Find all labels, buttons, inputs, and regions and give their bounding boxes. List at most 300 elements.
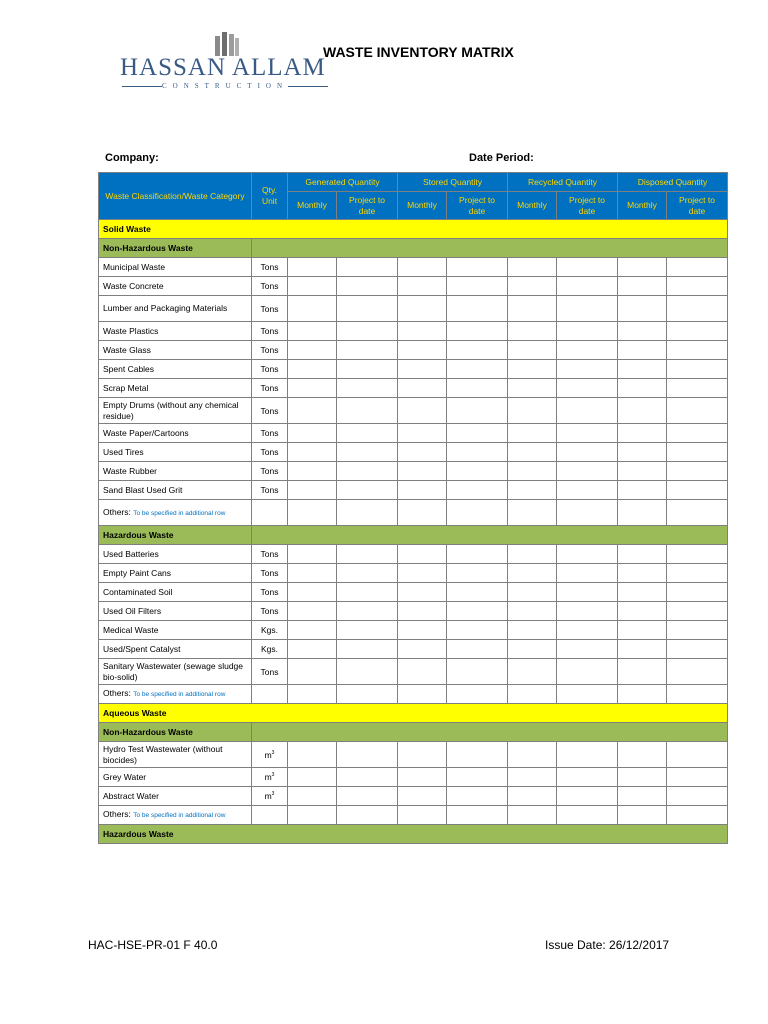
quantity-unit: Tons — [252, 296, 288, 322]
project-to-date-cell[interactable] — [557, 806, 618, 825]
project-to-date-cell[interactable] — [447, 462, 508, 481]
monthly-cell[interactable] — [288, 322, 337, 341]
table-row — [99, 360, 728, 379]
project-to-date-cell[interactable] — [337, 424, 398, 443]
project-to-date-cell[interactable] — [337, 685, 398, 704]
project-to-date-cell[interactable] — [337, 296, 398, 322]
header-project-to-date: Project to date — [447, 192, 508, 220]
monthly-cell[interactable] — [618, 659, 667, 685]
document-title: WASTE INVENTORY MATRIX — [323, 44, 514, 60]
table-row — [99, 481, 728, 500]
project-to-date-cell[interactable] — [667, 481, 728, 500]
monthly-cell[interactable] — [618, 500, 667, 526]
project-to-date-cell[interactable] — [667, 398, 728, 424]
quantity-unit: Tons — [252, 379, 288, 398]
monthly-cell[interactable] — [508, 742, 557, 768]
quantity-unit: Tons — [252, 398, 288, 424]
monthly-cell[interactable] — [398, 500, 447, 526]
header-monthly: Monthly — [508, 192, 557, 220]
project-to-date-cell[interactable] — [447, 545, 508, 564]
quantity-unit: Tons — [252, 258, 288, 277]
project-to-date-cell[interactable] — [557, 602, 618, 621]
monthly-cell[interactable] — [398, 640, 447, 659]
monthly-cell[interactable] — [288, 481, 337, 500]
monthly-cell[interactable] — [398, 322, 447, 341]
monthly-cell[interactable] — [398, 545, 447, 564]
project-to-date-cell[interactable] — [557, 360, 618, 379]
quantity-unit: $m^3$ — [252, 768, 288, 787]
project-to-date-cell[interactable] — [557, 583, 618, 602]
others-row-label — [99, 806, 252, 825]
project-to-date-cell[interactable] — [447, 277, 508, 296]
monthly-cell[interactable] — [398, 277, 447, 296]
monthly-cell[interactable] — [618, 545, 667, 564]
project-to-date-cell[interactable] — [447, 787, 508, 806]
table-row — [99, 583, 728, 602]
logo-name: HASSAN ALLAM — [120, 54, 326, 81]
monthly-cell[interactable] — [618, 640, 667, 659]
waste-category: Empty Drums (without any chemical residue) — [99, 398, 252, 424]
monthly-cell[interactable] — [398, 379, 447, 398]
project-to-date-cell[interactable] — [337, 481, 398, 500]
monthly-cell[interactable] — [618, 296, 667, 322]
monthly-cell[interactable] — [618, 277, 667, 296]
monthly-cell[interactable] — [508, 443, 557, 462]
others-note: To be specified in additional row — [133, 691, 226, 698]
monthly-cell[interactable] — [618, 481, 667, 500]
project-to-date-cell[interactable] — [447, 443, 508, 462]
project-to-date-cell[interactable] — [337, 277, 398, 296]
project-to-date-cell[interactable] — [447, 564, 508, 583]
project-to-date-cell[interactable] — [447, 640, 508, 659]
project-to-date-cell[interactable] — [447, 685, 508, 704]
monthly-cell[interactable] — [618, 564, 667, 583]
header-monthly: Monthly — [618, 192, 667, 220]
quantity-unit: Tons — [252, 481, 288, 500]
monthly-cell[interactable] — [508, 640, 557, 659]
monthly-cell[interactable] — [618, 742, 667, 768]
table-row — [99, 602, 728, 621]
table-row — [99, 787, 728, 806]
project-to-date-cell[interactable] — [447, 258, 508, 277]
logo-subtitle: CONSTRUCTION — [161, 82, 289, 90]
table-row — [99, 258, 728, 277]
header-unit: Qty. Unit — [252, 173, 288, 220]
project-to-date-cell[interactable] — [447, 322, 508, 341]
project-to-date-cell[interactable] — [557, 640, 618, 659]
header-classification: Waste Classification/Waste Category — [99, 173, 252, 220]
others-note: To be specified in additional row — [133, 509, 226, 517]
table-row — [99, 704, 728, 723]
subsection-heading: Non-Hazardous Waste — [99, 239, 252, 258]
quantity-unit — [252, 685, 288, 704]
waste-category: Sanitary Wastewater (sewage sludge bio-solid) — [99, 659, 252, 685]
table-row — [99, 379, 728, 398]
monthly-cell[interactable] — [398, 583, 447, 602]
project-to-date-cell[interactable] — [667, 462, 728, 481]
monthly-cell[interactable] — [398, 360, 447, 379]
monthly-cell[interactable] — [508, 379, 557, 398]
project-to-date-cell[interactable] — [557, 545, 618, 564]
monthly-cell[interactable] — [398, 621, 447, 640]
monthly-cell[interactable] — [618, 424, 667, 443]
waste-category: Used Oil Filters — [99, 602, 252, 621]
table-row — [99, 768, 728, 787]
monthly-cell[interactable] — [288, 742, 337, 768]
project-to-date-cell[interactable] — [667, 583, 728, 602]
project-to-date-cell[interactable] — [557, 564, 618, 583]
subsection-heading: Hazardous Waste — [99, 526, 252, 545]
table-row — [99, 341, 728, 360]
monthly-cell[interactable] — [288, 398, 337, 424]
quantity-unit: Tons — [252, 443, 288, 462]
project-to-date-cell[interactable] — [337, 462, 398, 481]
monthly-cell[interactable] — [508, 360, 557, 379]
monthly-cell[interactable] — [288, 545, 337, 564]
waste-category: Hydro Test Wastewater (without biocides) — [99, 742, 252, 768]
project-to-date-cell[interactable] — [337, 806, 398, 825]
monthly-cell[interactable] — [398, 296, 447, 322]
monthly-cell[interactable] — [398, 564, 447, 583]
monthly-cell[interactable] — [508, 481, 557, 500]
monthly-cell[interactable] — [398, 602, 447, 621]
waste-category: Used Tires — [99, 443, 252, 462]
monthly-cell[interactable] — [398, 398, 447, 424]
monthly-cell[interactable] — [398, 685, 447, 704]
monthly-cell[interactable] — [508, 545, 557, 564]
project-to-date-cell[interactable] — [337, 379, 398, 398]
monthly-cell[interactable] — [508, 602, 557, 621]
project-to-date-cell[interactable] — [667, 564, 728, 583]
monthly-cell[interactable] — [398, 659, 447, 685]
waste-category: Waste Rubber — [99, 462, 252, 481]
project-to-date-cell[interactable] — [337, 583, 398, 602]
table-row — [99, 462, 728, 481]
header-stored: Stored Quantity — [398, 173, 508, 192]
table-row — [99, 526, 728, 545]
project-to-date-cell[interactable] — [557, 481, 618, 500]
waste-category: Municipal Waste — [99, 258, 252, 277]
monthly-cell[interactable] — [618, 602, 667, 621]
monthly-cell[interactable] — [618, 462, 667, 481]
project-to-date-cell[interactable] — [667, 341, 728, 360]
monthly-cell[interactable] — [288, 500, 337, 526]
monthly-cell[interactable] — [398, 341, 447, 360]
monthly-cell[interactable] — [618, 806, 667, 825]
project-to-date-cell[interactable] — [447, 296, 508, 322]
table-row — [99, 640, 728, 659]
table-row — [99, 723, 728, 742]
subsection-fill — [252, 239, 728, 258]
project-to-date-cell[interactable] — [557, 787, 618, 806]
monthly-cell[interactable] — [508, 806, 557, 825]
project-to-date-cell[interactable] — [337, 500, 398, 526]
project-to-date-cell[interactable] — [557, 685, 618, 704]
project-to-date-cell[interactable] — [667, 806, 728, 825]
project-to-date-cell[interactable] — [667, 602, 728, 621]
waste-category: Waste Glass — [99, 341, 252, 360]
waste-category: Empty Paint Cans — [99, 564, 252, 583]
waste-inventory-table — [98, 172, 728, 844]
monthly-cell[interactable] — [618, 379, 667, 398]
monthly-cell[interactable] — [398, 424, 447, 443]
quantity-unit: Tons — [252, 424, 288, 443]
monthly-cell[interactable] — [508, 685, 557, 704]
monthly-cell[interactable] — [508, 621, 557, 640]
monthly-cell[interactable] — [618, 341, 667, 360]
monthly-cell[interactable] — [508, 768, 557, 787]
project-to-date-cell[interactable] — [667, 685, 728, 704]
monthly-cell[interactable] — [618, 685, 667, 704]
project-to-date-cell[interactable] — [337, 621, 398, 640]
waste-category: Used Batteries — [99, 545, 252, 564]
project-to-date-cell[interactable] — [667, 640, 728, 659]
quantity-unit: Tons — [252, 583, 288, 602]
header-monthly: Monthly — [398, 192, 447, 220]
quantity-unit: $m^3$ — [252, 742, 288, 768]
project-to-date-cell[interactable] — [667, 500, 728, 526]
project-to-date-cell[interactable] — [447, 424, 508, 443]
project-to-date-cell[interactable] — [447, 602, 508, 621]
project-to-date-cell[interactable] — [337, 640, 398, 659]
project-to-date-cell[interactable] — [557, 500, 618, 526]
monthly-cell[interactable] — [288, 462, 337, 481]
project-to-date-cell[interactable] — [557, 322, 618, 341]
project-to-date-cell[interactable] — [557, 296, 618, 322]
project-to-date-cell[interactable] — [447, 621, 508, 640]
project-to-date-cell[interactable] — [667, 659, 728, 685]
monthly-cell[interactable] — [618, 398, 667, 424]
project-to-date-cell[interactable] — [667, 277, 728, 296]
monthly-cell[interactable] — [398, 806, 447, 825]
monthly-cell[interactable] — [508, 583, 557, 602]
monthly-cell[interactable] — [288, 443, 337, 462]
project-to-date-cell[interactable] — [557, 258, 618, 277]
project-to-date-cell[interactable] — [667, 787, 728, 806]
monthly-cell[interactable] — [618, 787, 667, 806]
project-to-date-cell[interactable] — [557, 379, 618, 398]
project-to-date-cell[interactable] — [337, 742, 398, 768]
project-to-date-cell[interactable] — [667, 360, 728, 379]
monthly-cell[interactable] — [288, 787, 337, 806]
project-to-date-cell[interactable] — [667, 545, 728, 564]
project-to-date-cell[interactable] — [337, 360, 398, 379]
monthly-cell[interactable] — [288, 341, 337, 360]
project-to-date-cell[interactable] — [557, 659, 618, 685]
monthly-cell[interactable] — [288, 659, 337, 685]
header-recycled: Recycled Quantity — [508, 173, 618, 192]
project-to-date-cell[interactable] — [337, 398, 398, 424]
monthly-cell[interactable] — [288, 602, 337, 621]
project-to-date-cell[interactable] — [337, 258, 398, 277]
quantity-unit: Tons — [252, 341, 288, 360]
subsection-heading: Non-Hazardous Waste — [99, 723, 252, 742]
waste-category: Grey Water — [99, 768, 252, 787]
monthly-cell[interactable] — [398, 742, 447, 768]
monthly-cell[interactable] — [618, 443, 667, 462]
project-to-date-cell[interactable] — [667, 424, 728, 443]
project-to-date-cell[interactable] — [557, 621, 618, 640]
waste-category: Lumber and Packaging Materials — [99, 296, 252, 322]
table-row — [99, 825, 728, 844]
header-monthly: Monthly — [288, 192, 337, 220]
others-label: Others: — [103, 506, 131, 517]
monthly-cell[interactable] — [618, 322, 667, 341]
others-label: Others: — [103, 809, 131, 819]
waste-category: Abstract Water — [99, 787, 252, 806]
project-to-date-cell[interactable] — [667, 742, 728, 768]
waste-category: Scrap Metal — [99, 379, 252, 398]
header-generated: Generated Quantity — [288, 173, 398, 192]
project-to-date-cell[interactable] — [557, 462, 618, 481]
project-to-date-cell[interactable] — [337, 545, 398, 564]
project-to-date-cell[interactable] — [337, 341, 398, 360]
project-to-date-cell[interactable] — [447, 500, 508, 526]
table-row — [99, 443, 728, 462]
monthly-cell[interactable] — [398, 443, 447, 462]
waste-category: Medical Waste — [99, 621, 252, 640]
project-to-date-cell[interactable] — [557, 277, 618, 296]
project-to-date-cell[interactable] — [557, 424, 618, 443]
table-row — [99, 500, 728, 526]
monthly-cell[interactable] — [398, 258, 447, 277]
monthly-cell[interactable] — [508, 258, 557, 277]
logo-rule-right — [288, 86, 328, 87]
project-to-date-cell[interactable] — [557, 341, 618, 360]
table-row — [99, 296, 728, 322]
project-to-date-cell[interactable] — [667, 621, 728, 640]
table-row — [99, 545, 728, 564]
monthly-cell[interactable] — [618, 768, 667, 787]
table-row — [99, 659, 728, 685]
project-to-date-cell[interactable] — [557, 768, 618, 787]
project-to-date-cell[interactable] — [557, 443, 618, 462]
monthly-cell[interactable] — [508, 398, 557, 424]
project-to-date-cell[interactable] — [447, 659, 508, 685]
project-to-date-cell[interactable] — [447, 481, 508, 500]
project-to-date-cell[interactable] — [337, 787, 398, 806]
monthly-cell[interactable] — [288, 296, 337, 322]
project-to-date-cell[interactable] — [557, 398, 618, 424]
quantity-unit: Kgs. — [252, 621, 288, 640]
monthly-cell[interactable] — [288, 621, 337, 640]
monthly-cell[interactable] — [508, 296, 557, 322]
monthly-cell[interactable] — [618, 258, 667, 277]
project-to-date-cell[interactable] — [667, 322, 728, 341]
project-to-date-cell[interactable] — [447, 742, 508, 768]
project-to-date-cell[interactable] — [447, 806, 508, 825]
table-row — [99, 564, 728, 583]
project-to-date-cell[interactable] — [447, 341, 508, 360]
project-to-date-cell[interactable] — [447, 398, 508, 424]
monthly-cell[interactable] — [288, 768, 337, 787]
header-disposed: Disposed Quantity — [618, 173, 728, 192]
monthly-cell[interactable] — [288, 806, 337, 825]
monthly-cell[interactable] — [508, 564, 557, 583]
project-to-date-cell[interactable] — [667, 379, 728, 398]
quantity-unit: Tons — [252, 277, 288, 296]
monthly-cell[interactable] — [288, 277, 337, 296]
project-to-date-cell[interactable] — [667, 443, 728, 462]
project-to-date-cell[interactable] — [447, 768, 508, 787]
monthly-cell[interactable] — [398, 768, 447, 787]
table-row — [99, 239, 728, 258]
project-to-date-cell[interactable] — [337, 602, 398, 621]
project-to-date-cell[interactable] — [337, 768, 398, 787]
monthly-cell[interactable] — [288, 379, 337, 398]
project-to-date-cell[interactable] — [447, 360, 508, 379]
monthly-cell[interactable] — [288, 564, 337, 583]
monthly-cell[interactable] — [508, 462, 557, 481]
waste-category: Contaminated Soil — [99, 583, 252, 602]
monthly-cell[interactable] — [508, 659, 557, 685]
monthly-cell[interactable] — [288, 258, 337, 277]
project-to-date-cell[interactable] — [667, 296, 728, 322]
monthly-cell[interactable] — [508, 277, 557, 296]
project-to-date-cell[interactable] — [337, 322, 398, 341]
table-row — [99, 424, 728, 443]
others-label: Others: — [103, 688, 131, 698]
subsection-heading: Hazardous Waste — [99, 825, 728, 844]
quantity-unit: Tons — [252, 462, 288, 481]
date-period-label: Date Period: — [469, 152, 534, 164]
monthly-cell[interactable] — [288, 685, 337, 704]
table-row — [99, 277, 728, 296]
monthly-cell[interactable] — [618, 360, 667, 379]
monthly-cell[interactable] — [508, 787, 557, 806]
project-to-date-cell[interactable] — [337, 659, 398, 685]
header-project-to-date: Project to date — [557, 192, 618, 220]
header-project-to-date: Project to date — [337, 192, 398, 220]
project-to-date-cell[interactable] — [447, 583, 508, 602]
project-to-date-cell[interactable] — [337, 564, 398, 583]
monthly-cell[interactable] — [288, 424, 337, 443]
table-row — [99, 322, 728, 341]
monthly-cell[interactable] — [398, 787, 447, 806]
monthly-cell[interactable] — [288, 360, 337, 379]
header-project-to-date: Project to date — [667, 192, 728, 220]
monthly-cell[interactable] — [508, 424, 557, 443]
monthly-cell[interactable] — [398, 462, 447, 481]
waste-category: Waste Plastics — [99, 322, 252, 341]
project-to-date-cell[interactable] — [447, 379, 508, 398]
monthly-cell[interactable] — [508, 500, 557, 526]
project-to-date-cell[interactable] — [667, 258, 728, 277]
quantity-unit: Tons — [252, 322, 288, 341]
project-to-date-cell[interactable] — [667, 768, 728, 787]
waste-category: Waste Paper/Cartoons — [99, 424, 252, 443]
waste-category: Spent Cables — [99, 360, 252, 379]
monthly-cell[interactable] — [288, 583, 337, 602]
table-row — [99, 685, 728, 704]
monthly-cell[interactable] — [508, 322, 557, 341]
table-body — [99, 220, 728, 844]
company-label: Company: — [105, 152, 159, 164]
monthly-cell[interactable] — [398, 481, 447, 500]
monthly-cell[interactable] — [618, 583, 667, 602]
quantity-unit — [252, 806, 288, 825]
project-to-date-cell[interactable] — [337, 443, 398, 462]
others-row-label — [99, 500, 252, 526]
quantity-unit: Tons — [252, 659, 288, 685]
monthly-cell[interactable] — [618, 621, 667, 640]
table-row — [99, 220, 728, 239]
others-row-label — [99, 685, 252, 704]
monthly-cell[interactable] — [288, 640, 337, 659]
waste-category: Waste Concrete — [99, 277, 252, 296]
project-to-date-cell[interactable] — [557, 742, 618, 768]
monthly-cell[interactable] — [508, 341, 557, 360]
